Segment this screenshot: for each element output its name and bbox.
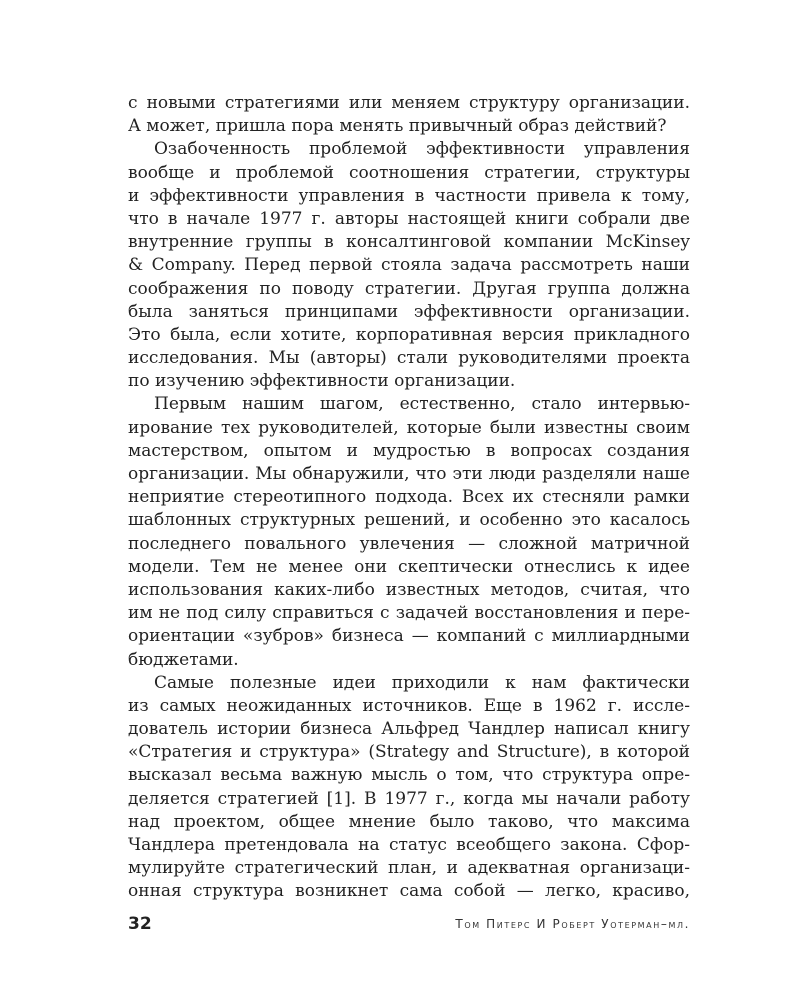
text-line: внутренние группы в консалтинговой компании McKinsey: [128, 232, 690, 253]
text-line: по изучению эффективности организации.: [128, 371, 516, 392]
text-line: онная структура возникнет сама собой — легко, красиво,: [128, 881, 690, 902]
text-line: вообще и проблемой соотношения стратегии, структуры: [128, 162, 690, 183]
text-line: «Стратегия и структура» (Strategy and Structure), в которой: [128, 742, 690, 763]
text-line: мастерством, опытом и мудростью в вопросах создания: [128, 440, 690, 461]
text-line: с новыми стратегиями или меняем структуру организации.: [128, 93, 690, 113]
text-line: неприятие стереотипного подхода. Всех их стесняли рамки: [128, 487, 690, 508]
text-line: & Company. Перед первой стояла задача рассмотреть наши: [128, 255, 690, 276]
text-line: что в начале 1977 г. авторы настоящей книги собрали две: [128, 208, 690, 229]
text-line: соображения по поводу стратегии. Другая группа должна: [128, 278, 690, 299]
text-line: им не под силу справиться с задачей восстановления и пере-: [128, 603, 690, 624]
text-line: Это была, если хотите, корпоративная версия прикладного: [128, 324, 690, 345]
text-line: шаблонных структурных решений, и особенно это касалось: [128, 510, 690, 531]
text-line: деляется стратегией [1]. В 1977 г., когда мы начали работу: [128, 788, 690, 809]
text-line: из самых неожиданных источников. Еще в 1962 г. иссле-: [128, 695, 690, 716]
text-line: и эффективности управления в частности привела к тому,: [128, 185, 690, 206]
body-text: [128, 92, 690, 904]
text-line: последнего повального увлечения — сложной матричной: [128, 533, 690, 554]
text-line: высказал весьма важную мысль о том, что структура опре-: [128, 765, 690, 786]
text-line: Чандлера претендовала на статус всеобщего закона. Сфор-: [128, 835, 690, 855]
text-line: над проектом, общее мнение было таково, что максима: [128, 811, 690, 832]
text-line: была заняться принципами эффективности организации.: [128, 301, 690, 322]
text-line: организации. Мы обнаружили, что эти люди разделяли наше: [128, 464, 690, 484]
text-line: использования каких-либо известных методов, считая, что: [128, 579, 690, 600]
running-footer-authors: Том Питерс И Роберт Уотерман–мл.: [455, 917, 690, 931]
text-line: исследования. Мы (авторы) стали руководителями проекта: [128, 348, 690, 369]
text-line: ирование тех руководителей, которые были известны своим: [128, 417, 690, 438]
text-line: А может, пришла пора менять привычный образ действий?: [128, 116, 667, 137]
text-line: мулируйте стратегический план, и адекватная организаци-: [128, 858, 690, 879]
text-line: модели. Тем не менее они скептически отнеслись к идее: [128, 556, 690, 577]
page-number: 32: [128, 914, 152, 934]
text-line: бюджетами.: [128, 649, 239, 670]
text-line: Самые полезные идеи приходили к нам фактически: [154, 672, 690, 693]
text-line: Озабоченность проблемой эффективности управления: [154, 139, 690, 160]
text-line: Первым нашим шагом, естественно, стало интервью-: [154, 394, 690, 415]
text-line: ориентации «зубров» бизнеса — компаний с миллиардными: [128, 626, 690, 647]
text-line: дователь истории бизнеса Альфред Чандлер написал книгу: [128, 719, 690, 740]
